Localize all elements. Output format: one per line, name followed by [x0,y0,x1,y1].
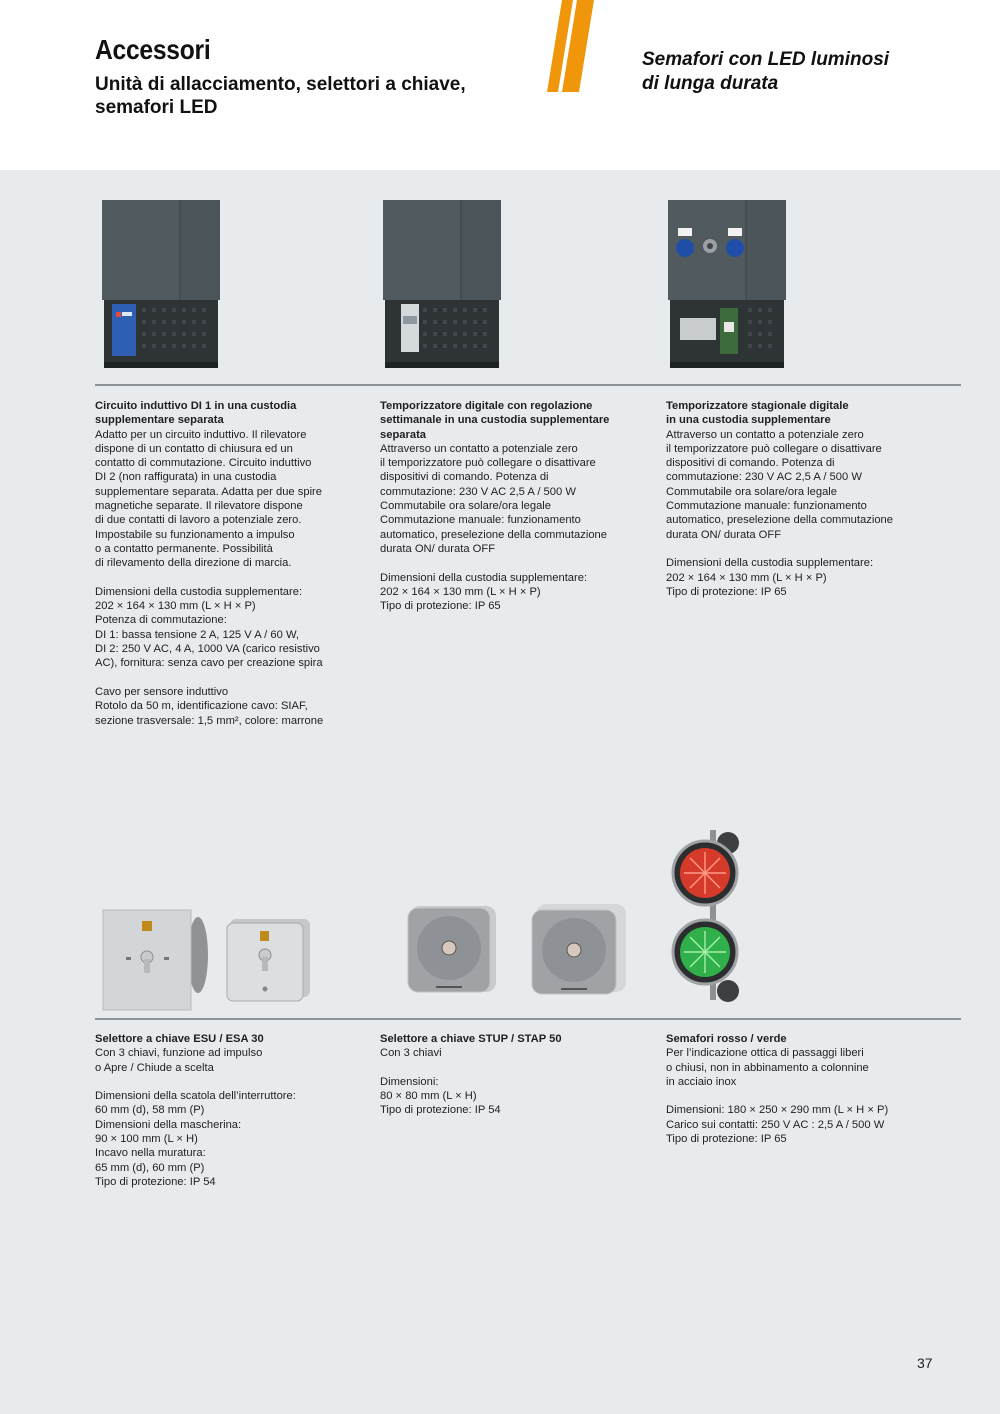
product-heading: Temporizzatore digitale con regolazione [380,400,593,412]
spec-line: Cavo per sensore induttivo [95,685,229,698]
spec-line: sezione trasversale: 1,5 mm², colore: marrone [95,714,324,727]
desc-line: magnetiche separate. Il rilevatore dispone [95,500,303,513]
desc-line: Commutabile ora solare/ora legale [666,485,838,498]
product-heading: Semafori rosso / verde [666,1033,787,1045]
spec-line: Carico sui contatti: 250 V AC : 2,5 A / 500 W [666,1118,885,1131]
desc-line: commutazione: 230 V AC 2,5 A / 500 W [380,485,576,498]
spec-line: Dimensioni: [380,1075,439,1088]
product-description-seasonal-timer [666,399,946,599]
spec-line: 202 × 164 × 130 mm (L × H × P) [666,571,827,584]
product-description-key-switch-esu-esa [95,1032,375,1189]
spec-line: Tipo di protezione: IP 65 [666,1133,787,1146]
desc-line: Attraverso un contatto a potenziale zero [380,442,578,455]
subtitle-line: Unità di allacciamento, selettori a chiave, [95,74,466,95]
desc-line: automatico, preselezione della commutazione [380,528,607,541]
product-image-weekly-timer-enclosure [381,198,503,374]
page-header [0,0,1000,170]
product-heading: settimanale in una custodia supplementare [380,414,610,427]
product-image-key-switch-stup-stap [406,902,630,998]
desc-line: dispositivi di comando. Potenza di [666,457,835,470]
product-image-inductive-loop-enclosure [100,198,222,374]
spec-line: Tipo di protezione: IP 54 [95,1175,216,1188]
spec-line: 65 mm (d), 60 mm (P) [95,1161,205,1174]
subtitle-line: semafori LED [95,97,218,118]
desc-line: o Apre / Chiude a scelta [95,1061,214,1074]
spec-line: Dimensioni della custodia supplementare: [380,571,588,584]
product-image-key-switch-esu-esa [100,905,315,1017]
product-heading: in una custodia supplementare [666,414,831,427]
product-description-weekly-timer [380,399,660,613]
spec-line: Tipo di protezione: IP 65 [380,600,501,613]
page-number: 37 [917,1355,933,1371]
tagline [642,48,962,96]
product-description-traffic-light [666,1032,956,1146]
spec-line: Tipo di protezione: IP 54 [380,1104,501,1117]
desc-line: Per l’indicazione ottica di passaggi liberi [666,1047,864,1060]
section-divider [95,384,961,386]
desc-line: Commutazione manuale: funzionamento [666,500,867,513]
product-heading: Circuito induttivo DI 1 in una custodia [95,400,297,412]
desc-line: il temporizzatore può collegare o disattivare [380,457,596,470]
product-heading: Temporizzatore stagionale digitale [666,400,849,412]
spec-line: Dimensioni della scatola dell’interruttore: [95,1090,296,1103]
desc-line: durata ON/ durata OFF [380,542,496,555]
page-title: Accessori [95,34,211,65]
desc-line: Attraverso un contatto a potenziale zero [666,428,864,441]
page-subtitle [95,73,535,119]
desc-line: di due contatti di lavoro a potenziale zero. [95,514,302,527]
spec-line: AC), fornitura: senza cavo per creazione spira [95,657,323,670]
product-image-traffic-light [670,828,750,1008]
desc-line: dispositivi di comando. Potenza di [380,471,549,484]
product-heading: separata [380,428,427,441]
spec-line: Tipo di protezione: IP 65 [666,585,787,598]
desc-line: DI 2 (non raffigurata) in una custodia [95,471,277,484]
desc-line: supplementare separata. Adatta per due spire [95,485,323,498]
spec-line: Rotolo da 50 m, identificazione cavo: SIAF, [95,700,308,713]
spec-line: 90 × 100 mm (L × H) [95,1133,198,1146]
desc-line: commutazione: 230 V AC 2,5 A / 500 W [666,471,862,484]
desc-line: Con 3 chiavi [380,1047,442,1060]
section-divider [95,1018,961,1020]
desc-line: Impostabile su funzionamento a impulso [95,528,295,541]
spec-line: Dimensioni: 180 × 250 × 290 mm (L × H × P) [666,1104,889,1117]
spec-line: 60 mm (d), 58 mm (P) [95,1104,205,1117]
desc-line: Con 3 chiavi, funzione ad impulso [95,1047,263,1060]
spec-line: DI 2: 250 V AC, 4 A, 1000 VA (carico resistivo [95,643,320,656]
desc-line: o chiusi, non in abbinamento a colonnine [666,1061,869,1074]
desc-line: dispone di un contatto di chiusura ed un [95,442,293,455]
tagline-line: di lunga durata [642,73,779,94]
tagline-line: Semafori con LED luminosi [642,49,890,70]
spec-line: 80 × 80 mm (L × H) [380,1090,477,1103]
product-heading: Selettore a chiave ESU / ESA 30 [95,1033,264,1045]
desc-line: in acciaio inox [666,1075,737,1088]
product-description-key-switch-stup-stap [380,1032,660,1118]
product-heading: Selettore a chiave STUP / STAP 50 [380,1033,562,1045]
desc-line: Commutazione manuale: funzionamento [380,514,581,527]
product-heading: supplementare separata [95,414,224,427]
desc-line: il temporizzatore può collegare o disattivare [666,442,882,455]
spec-line: Dimensioni della mascherina: [95,1118,242,1131]
spec-line: 202 × 164 × 130 mm (L × H × P) [95,600,256,613]
desc-line: durata ON/ durata OFF [666,528,782,541]
brand-stripes-logo [546,0,594,92]
spec-line: Potenza di commutazione: [95,614,227,627]
desc-line: contatto di commutazione. Circuito induttivo [95,457,312,470]
spec-line: Dimensioni della custodia supplementare: [95,585,303,598]
product-image-seasonal-timer-enclosure [666,198,788,374]
desc-line: automatico, preselezione della commutazione [666,514,893,527]
spec-line: 202 × 164 × 130 mm (L × H × P) [380,585,541,598]
spec-line: Dimensioni della custodia supplementare: [666,557,874,570]
desc-line: Commutabile ora solare/ora legale [380,500,552,513]
desc-line: o a contatto permanente. Possibilità [95,542,273,555]
desc-line: Adatto per un circuito induttivo. Il rilevatore [95,428,307,441]
spec-line: Incavo nella muratura: [95,1147,206,1160]
desc-line: di rilevamento della direzione di marcia. [95,557,292,570]
spec-line: DI 1: bassa tensione 2 A, 125 V A / 60 W, [95,628,299,641]
product-description-inductive-loop [95,399,375,728]
